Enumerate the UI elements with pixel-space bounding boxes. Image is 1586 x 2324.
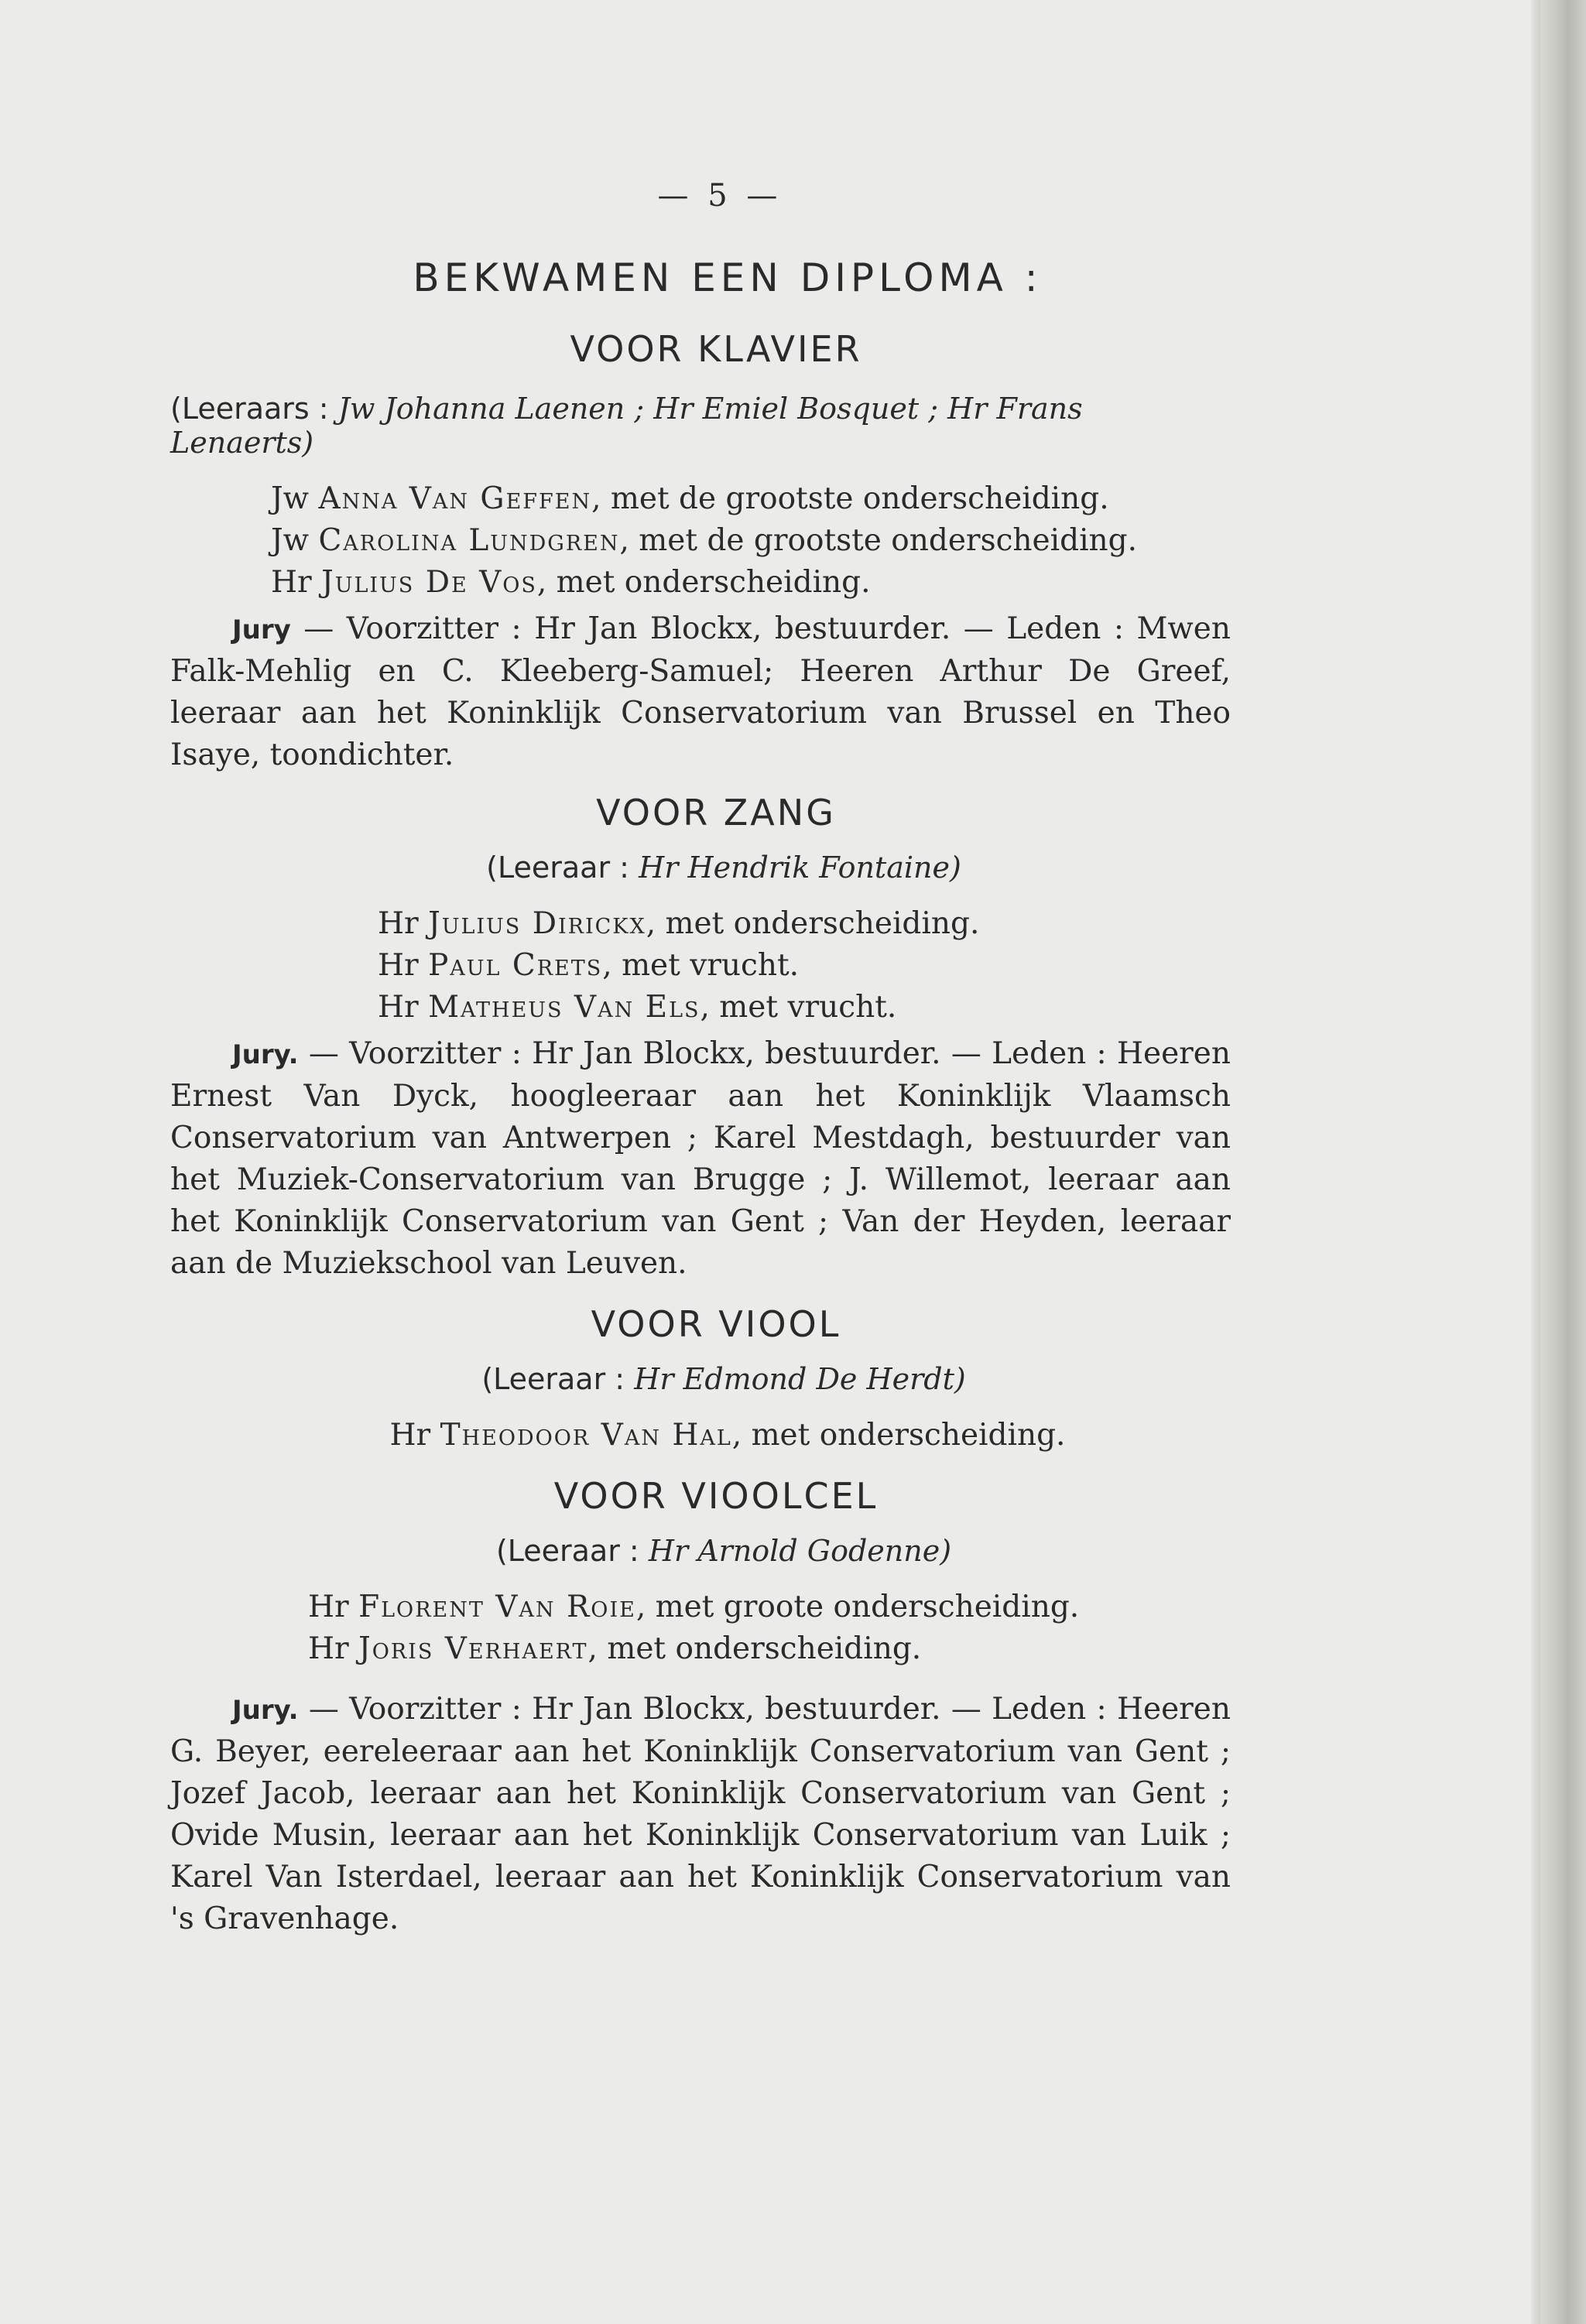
jury-text: — Voorzitter : Hr Jan Blockx, bestuurder. — Leden : Heeren G. Beyer, eereleeraar aan het Koninklijk Conservatorium van Gent ; Jozef Jacob, leeraar aan het Koninklijk Conservatorium van Gent ; Ovide Musin, leeraar aan het Koninklijk Conservatorium van Luik ; Karel Van Isterdael, leeraar aan het Koninklijk Conservatorium van 's Gravenhage. bbox=[170, 1692, 1231, 1936]
student-entry: Jw Carolina Lundgren, met de grootste onderscheiding. bbox=[271, 523, 1138, 558]
section-title: VOOR VIOOL bbox=[591, 1303, 841, 1345]
student-name: Matheus Van Els bbox=[428, 990, 701, 1025]
teacher-prefix: (Leeraar : bbox=[486, 851, 629, 885]
section-title: VOOR KLAVIER bbox=[570, 328, 862, 370]
student-list bbox=[378, 903, 1231, 1029]
student-entry: Hr Matheus Van Els, met vrucht. bbox=[378, 990, 897, 1025]
student-entry: Jw Anna Van Geffen, met de grootste onderscheiding. bbox=[271, 481, 1109, 516]
jury-paragraph bbox=[170, 608, 1231, 776]
page-content bbox=[170, 178, 1231, 1940]
student-list bbox=[308, 1586, 1231, 1670]
section-title: VOOR ZANG bbox=[596, 792, 836, 833]
section-viool bbox=[170, 1303, 1231, 1456]
student-entry: Hr Paul Crets, met vrucht. bbox=[378, 948, 800, 983]
teacher-prefix: (Leeraar : bbox=[495, 1534, 639, 1568]
teacher-names: Hr Edmond De Herdt) bbox=[634, 1362, 966, 1396]
student-name: Julius De Vos bbox=[321, 565, 537, 600]
student-name: Joris Verhaert bbox=[358, 1631, 588, 1666]
book-edge bbox=[1540, 0, 1586, 2324]
jury-label: Jury. bbox=[232, 1695, 299, 1726]
jury-paragraph bbox=[170, 1689, 1231, 1940]
jury-text: — Voorzitter : Hr Jan Blockx, bestuurder. — Leden : Heeren Ernest Van Dyck, hoogleeraar aan het Koninklijk Vlaamsch Conservatorium van Antwerpen ; Karel Mestdagh, bestuurder van het Muziek-Conservatorium van Brugge ; J. Willemot, leeraar aan het Koninklijk Conservatorium van Gent ; Van der Heyden, leeraar aan de Muziekschool van Leuven. bbox=[170, 1036, 1231, 1281]
teacher-line bbox=[170, 392, 1231, 460]
main-title: BEKWAMEN EEN DIPLOMA : bbox=[413, 255, 1043, 300]
teacher-names: Hr Arnold Godenne) bbox=[648, 1534, 952, 1568]
section-klavier bbox=[170, 328, 1231, 776]
teacher-line bbox=[217, 1362, 1231, 1396]
teacher-names: Hr Hendrik Fontaine) bbox=[639, 851, 961, 885]
teacher-line bbox=[217, 1534, 1231, 1568]
student-entry: Hr Florent Van Roie, met groote onderscheiding. bbox=[308, 1590, 1080, 1624]
section-title: VOOR VIOOLCEL bbox=[553, 1475, 879, 1517]
student-name: Julius Dirickx bbox=[428, 906, 646, 941]
student-entry: Hr Theodoor Van Hal, met onderscheiding. bbox=[389, 1418, 1066, 1453]
page-gutter bbox=[1531, 0, 1540, 2324]
teacher-prefix: (Leeraar : bbox=[481, 1362, 625, 1396]
student-name: Carolina Lundgren bbox=[318, 523, 620, 558]
teacher-names: Jw Johanna Laenen ; Hr Emiel Bosquet ; Hr Frans Lenaerts) bbox=[170, 392, 1083, 460]
section-zang bbox=[170, 792, 1231, 1285]
student-entry: Hr Julius Dirickx, met onderscheiding. bbox=[378, 906, 980, 941]
teacher-line bbox=[217, 851, 1231, 885]
student-list bbox=[271, 478, 1231, 604]
page-number: — 5 — bbox=[657, 178, 783, 214]
student-name: Florent Van Roie bbox=[358, 1590, 636, 1624]
student-entry: Hr Julius De Vos, met onderscheiding. bbox=[271, 565, 871, 600]
student-entry: Hr Joris Verhaert, met onderscheiding. bbox=[308, 1631, 922, 1666]
student-name: Theodoor Van Hal bbox=[440, 1418, 732, 1453]
jury-label: Jury. bbox=[232, 1039, 299, 1070]
jury-text: — Voorzitter : Hr Jan Blockx, bestuurder. — Leden : Mwen Falk-Mehlig en C. Kleeberg-Samuel; Heeren Arthur De Greef, leeraar aan het Koninklijk Conservatorium van Brussel en Theo Isaye, toondichter. bbox=[170, 611, 1231, 772]
student-list bbox=[224, 1415, 1231, 1456]
student-name: Anna Van Geffen bbox=[318, 481, 592, 516]
teacher-prefix: (Leeraars : bbox=[170, 392, 329, 426]
jury-label: Jury bbox=[232, 614, 291, 645]
section-vioolcel bbox=[170, 1475, 1231, 1940]
student-name: Paul Crets bbox=[428, 948, 603, 983]
jury-paragraph bbox=[170, 1033, 1231, 1285]
